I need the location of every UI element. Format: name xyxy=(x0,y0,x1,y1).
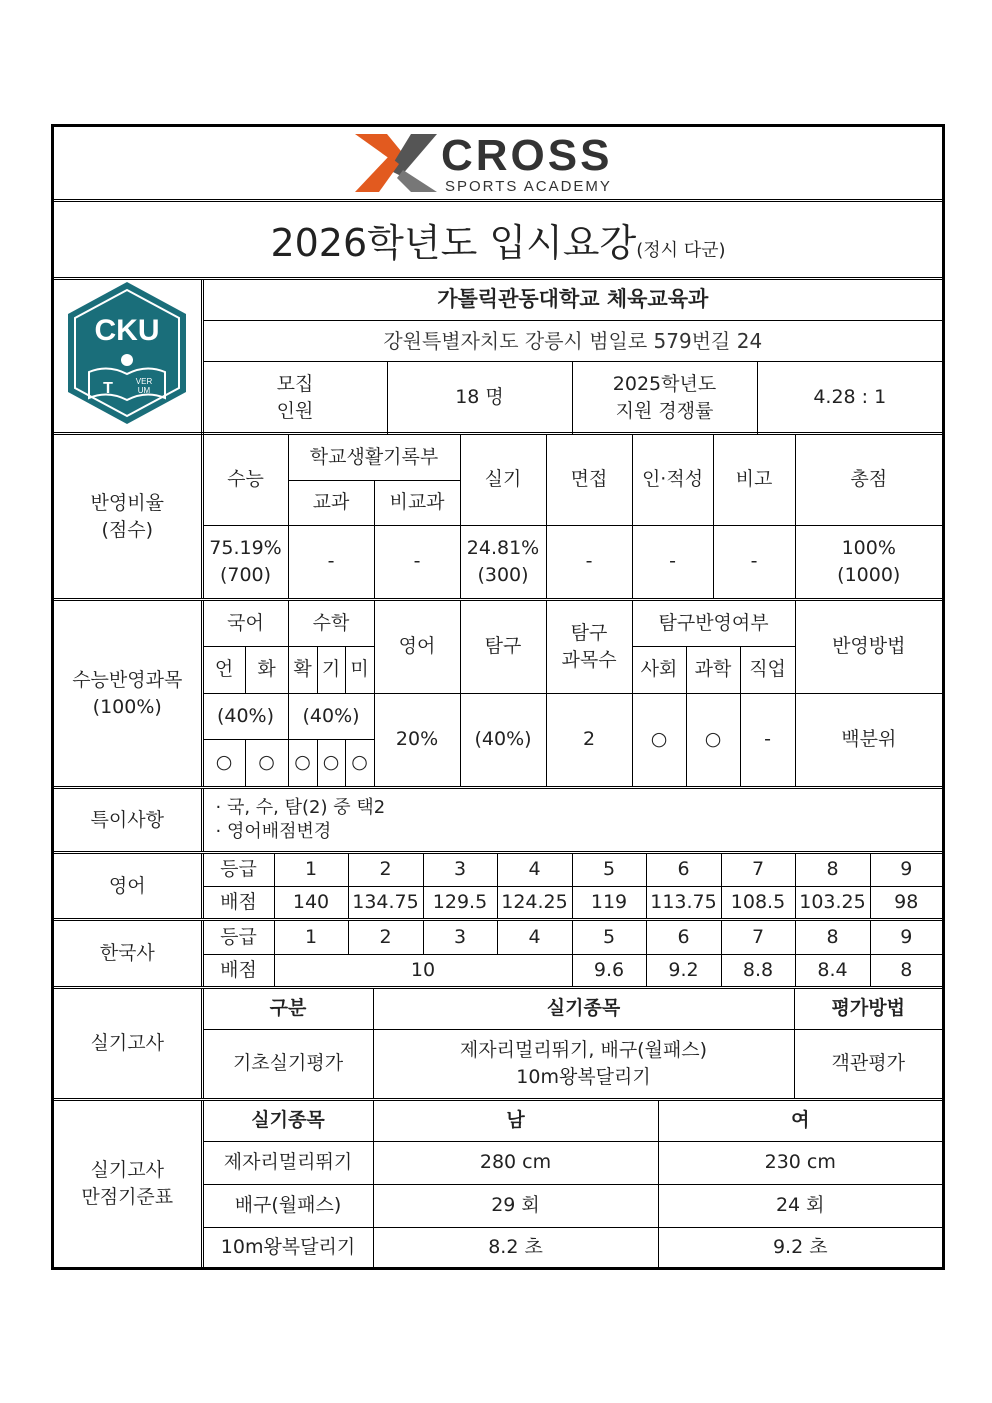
history-score: 8 xyxy=(870,954,942,986)
notes-line: · 영어배점변경 xyxy=(215,821,332,842)
sub-math-1: 확 xyxy=(288,646,317,693)
notes-label: 특이사항 xyxy=(54,789,202,851)
sub-header-korean: 국어 xyxy=(202,601,288,646)
value-inquiry: (40%) xyxy=(460,693,546,786)
ratio-label: 반영비율 (점수) xyxy=(54,435,202,598)
cross-logo-icon xyxy=(353,130,643,196)
standard-female: 230 cm xyxy=(658,1141,942,1184)
english-grade: 9 xyxy=(870,854,942,886)
admission-document xyxy=(51,124,945,1270)
mark-math-1: ○ xyxy=(288,739,317,786)
ratio-header-record: 학교생활기록부 xyxy=(288,435,460,480)
suneung-label: 수능반영과목 (100%) xyxy=(54,601,202,786)
english-score: 98 xyxy=(870,886,942,918)
title-band xyxy=(54,202,942,280)
english-score: 129.5 xyxy=(423,886,497,918)
standard-female: 24 회 xyxy=(658,1184,942,1227)
standard-header-female: 여 xyxy=(658,1101,942,1141)
english-grade-label: 등급 xyxy=(202,854,274,886)
svg-text:VER: VER xyxy=(136,377,153,386)
ratio-value-aptitude: - xyxy=(632,525,713,598)
practical-header-category: 구분 xyxy=(202,989,373,1029)
english-grade: 6 xyxy=(646,854,721,886)
standard-male: 29 회 xyxy=(373,1184,658,1227)
history-label: 한국사 xyxy=(54,921,202,986)
history-grade: 9 xyxy=(870,921,942,954)
english-score: 119 xyxy=(572,886,646,918)
ratio-block xyxy=(54,435,942,601)
standard-male: 280 cm xyxy=(373,1141,658,1184)
emblem-text: CKU xyxy=(94,314,160,347)
standard-header-male: 남 xyxy=(373,1101,658,1141)
sub-header-inquiry-reflect: 탐구반영여부 xyxy=(632,601,795,646)
page-subtitle: (정시 다군) xyxy=(636,240,726,261)
standard-male: 8.2 초 xyxy=(373,1227,658,1267)
suneung-block xyxy=(54,601,942,789)
english-score-label: 배점 xyxy=(202,886,274,918)
value-job: - xyxy=(740,693,795,786)
history-score-label: 배점 xyxy=(202,954,274,986)
history-grade: 1 xyxy=(274,921,348,954)
english-score: 103.25 xyxy=(795,886,870,918)
sub-header-inquiry: 탐구 xyxy=(460,601,546,693)
emblem-cell xyxy=(54,280,202,434)
english-grade: 3 xyxy=(423,854,497,886)
english-block xyxy=(54,854,942,921)
value-korean: (40%) xyxy=(202,693,288,739)
mark-korean-1: ○ xyxy=(202,739,245,786)
logo-band xyxy=(54,127,942,202)
standard-event: 제자리멀리뛰기 xyxy=(202,1141,373,1184)
competition-value: 4.28 : 1 xyxy=(757,361,942,434)
ratio-header-nonsubject: 비교과 xyxy=(374,480,460,525)
history-grade: 6 xyxy=(646,921,721,954)
practical-category: 기초실기평가 xyxy=(202,1029,373,1098)
sub-header-inquiry-count: 탐구 과목수 xyxy=(546,601,632,693)
standard-female: 9.2 초 xyxy=(658,1227,942,1267)
practical-header-events: 실기종목 xyxy=(373,989,794,1029)
value-method: 백분위 xyxy=(795,693,942,786)
ratio-value-etc: - xyxy=(713,525,795,598)
ratio-header-interview: 면접 xyxy=(546,435,632,525)
practical-events: 제자리멀리뛰기, 배구(월패스) 10m왕복달리기 xyxy=(373,1029,794,1098)
sub-korean-1: 언 xyxy=(202,646,245,693)
notes-block xyxy=(54,789,942,854)
ratio-header-subject: 교과 xyxy=(288,480,374,525)
mark-korean-2: ○ xyxy=(245,739,288,786)
school-block xyxy=(54,280,942,435)
value-inquiry-count: 2 xyxy=(546,693,632,786)
logo-brand: CROSS xyxy=(441,131,613,180)
history-score-merged: 10 xyxy=(274,954,572,986)
sub-korean-2: 화 xyxy=(245,646,288,693)
history-grade-label: 등급 xyxy=(202,921,274,954)
history-grade: 2 xyxy=(348,921,423,954)
ratio-header-total: 총점 xyxy=(795,435,942,525)
svg-text:UM: UM xyxy=(138,386,151,395)
sub-header-english: 영어 xyxy=(374,601,460,693)
english-grade: 8 xyxy=(795,854,870,886)
competition-label: 2025학년도 지원 경쟁률 xyxy=(572,361,757,434)
cku-emblem-icon xyxy=(64,280,190,426)
standard-event: 10m왕복달리기 xyxy=(202,1227,373,1267)
history-block xyxy=(54,921,942,989)
standard-block xyxy=(54,1101,942,1267)
english-label: 영어 xyxy=(54,854,202,918)
value-science: ○ xyxy=(686,693,740,786)
sub-math-2: 기 xyxy=(317,646,345,693)
school-name: 가톨릭관동대학교 체육교육과 xyxy=(202,280,942,320)
ratio-header-practical: 실기 xyxy=(460,435,546,525)
english-score: 124.25 xyxy=(497,886,572,918)
history-grade: 3 xyxy=(423,921,497,954)
school-address: 강원특별자치도 강릉시 범일로 579번길 24 xyxy=(202,320,942,361)
english-grade: 4 xyxy=(497,854,572,886)
ratio-value-practical: 24.81% (300) xyxy=(460,525,546,598)
english-score: 140 xyxy=(274,886,348,918)
history-grade: 5 xyxy=(572,921,646,954)
history-score: 9.2 xyxy=(646,954,721,986)
ratio-value-total: 100% (1000) xyxy=(795,525,942,598)
ratio-value-interview: - xyxy=(546,525,632,598)
notes-content xyxy=(202,789,942,851)
value-math: (40%) xyxy=(288,693,374,739)
mark-math-2: ○ xyxy=(317,739,345,786)
english-grade: 1 xyxy=(274,854,348,886)
ratio-value-nonsubject: - xyxy=(374,525,460,598)
ratio-value-subject: - xyxy=(288,525,374,598)
ratio-header-suneung: 수능 xyxy=(202,435,288,525)
practical-header-eval: 평가방법 xyxy=(794,989,942,1029)
standard-header-event: 실기종목 xyxy=(202,1101,373,1141)
practical-eval: 객관평가 xyxy=(794,1029,942,1098)
ratio-header-etc: 비고 xyxy=(713,435,795,525)
sub-header-math: 수학 xyxy=(288,601,374,646)
sub-job: 직업 xyxy=(740,646,795,693)
sub-math-3: 미 xyxy=(345,646,374,693)
recruit-label: 모집 인원 xyxy=(202,361,387,434)
logo-tagline: SPORTS ACADEMY xyxy=(445,178,612,195)
ratio-value-suneung: 75.19% (700) xyxy=(202,525,288,598)
standard-event: 배구(월패스) xyxy=(202,1184,373,1227)
english-score: 134.75 xyxy=(348,886,423,918)
english-grade: 7 xyxy=(721,854,795,886)
history-grade: 4 xyxy=(497,921,572,954)
history-score: 8.8 xyxy=(721,954,795,986)
recruit-value: 18 명 xyxy=(387,361,572,434)
mark-math-3: ○ xyxy=(345,739,374,786)
practical-block xyxy=(54,989,942,1101)
practical-label: 실기고사 xyxy=(54,989,202,1098)
sub-social: 사회 xyxy=(632,646,686,693)
notes-line: · 국, 수, 탐(2) 중 택2 xyxy=(215,796,386,818)
sub-header-method: 반영방법 xyxy=(795,601,942,693)
ratio-header-aptitude: 인·적성 xyxy=(632,435,713,525)
english-grade: 2 xyxy=(348,854,423,886)
history-score: 9.6 xyxy=(572,954,646,986)
english-grade: 5 xyxy=(572,854,646,886)
value-english: 20% xyxy=(374,693,460,786)
history-grade: 7 xyxy=(721,921,795,954)
english-score: 108.5 xyxy=(721,886,795,918)
sub-science: 과학 xyxy=(686,646,740,693)
english-score: 113.75 xyxy=(646,886,721,918)
standard-label: 실기고사 만점기준표 xyxy=(54,1101,202,1267)
value-social: ○ xyxy=(632,693,686,786)
page-title: 2026학년도 입시요강(정시 다군) xyxy=(270,221,726,265)
svg-text:T: T xyxy=(103,380,114,397)
history-grade: 8 xyxy=(795,921,870,954)
history-score: 8.4 xyxy=(795,954,870,986)
